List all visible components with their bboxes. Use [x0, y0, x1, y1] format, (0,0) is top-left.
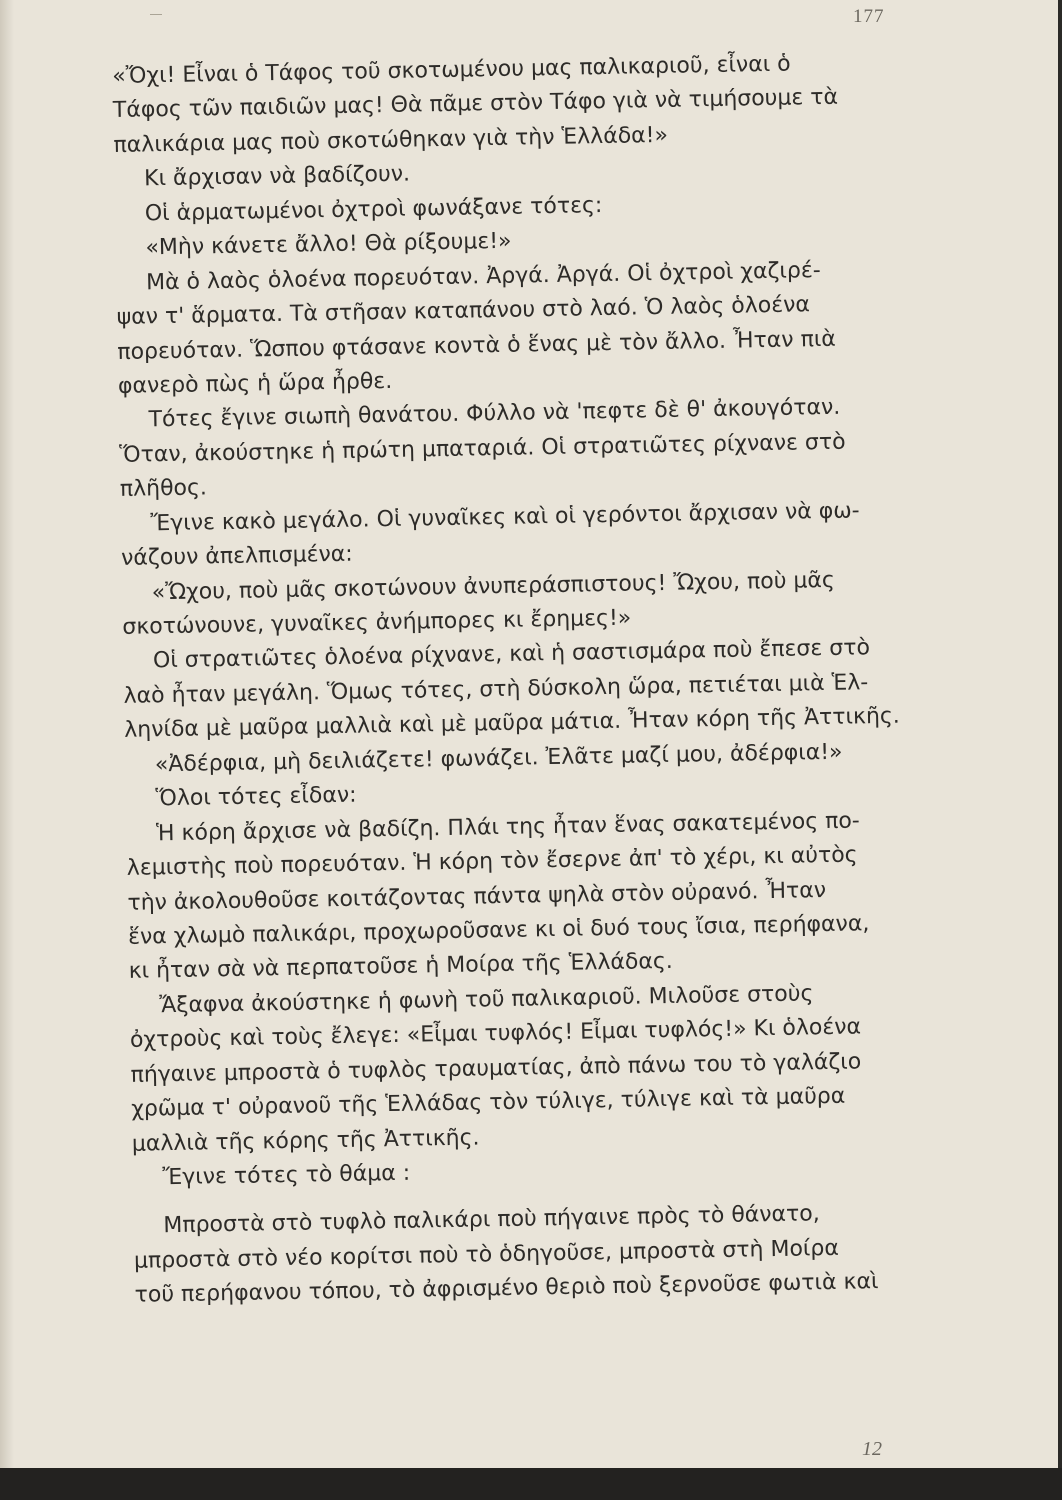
- top-mark: [150, 14, 162, 15]
- page-edge-shadow: [0, 0, 14, 1468]
- text-line: Οἱ ἁρματωμένοι ὀχτροὶ φωνάξανε τότες:: [144, 192, 603, 227]
- text-line: παλικάρια μας ποὺ σκοτώθηκαν γιὰ τὴν Ἑλλάδα!»: [113, 122, 669, 158]
- text-line: νάζουν ἀπελπισμένα:: [120, 541, 353, 572]
- text-line: «Ἀδέρφια, μὴ δειλιάζετε! φωνάζει. Ἐλᾶτε μαζί μου, ἀδέρφια!»: [154, 739, 843, 778]
- text-line: Κι ἄρχισαν νὰ βαδίζουν.: [143, 161, 411, 192]
- text-line: πήγαινε μπροστὰ ὁ τυφλὸς τραυματίας, ἀπὸ πάνω του τὸ γαλάζιο: [130, 1049, 862, 1088]
- signature-mark: 12: [862, 1438, 882, 1460]
- text-line: «Μὴν κάνετε ἄλλο! Θὰ ρίξουμε!»: [145, 228, 512, 261]
- text-line: χρῶμα τ' οὐρανοῦ τῆς Ἑλλάδας τὸν τύλιγε, τύλιγε καὶ τὰ μαῦρα: [131, 1083, 846, 1122]
- text-line: Ὅταν, ἀκούστηκε ἡ πρώτη μπαταριά. Οἱ στρατιῶτες ρίχνανε στὸ: [119, 429, 846, 468]
- text-line: τοῦ περήφανου τόπου, τὸ ἀφρισμένο θεριὸ ποὺ ξερνοῦσε φωτιὰ καὶ: [134, 1269, 879, 1309]
- text-line: Ἔγινε κακὸ μεγάλο. Οἱ γυναῖκες καὶ οἱ γερόντοι ἄρχισαν νὰ φω-: [150, 498, 860, 537]
- text-line: Ἡ κόρη ἄρχισε νὰ βαδίζη. Πλάι της ἦταν ἕνας σακατεμένος πο-: [155, 808, 860, 846]
- text-line: λεμιστὴς ποὺ πορευόταν. Ἡ κόρη τὸν ἔσερνε ἀπ' τὸ χέρι, κι αὐτὸς: [126, 842, 858, 881]
- text-line: Ἄξαφνα ἀκούστηκε ἡ φωνὴ τοῦ παλικαριοῦ. Μιλοῦσε στοὺς: [159, 981, 814, 1019]
- body-text: [112, 45, 940, 1313]
- text-line: Ὅλοι τότες εἶδαν:: [155, 782, 357, 812]
- text-line: Ἔγινε τότες τὸ θάμα :: [162, 1160, 411, 1191]
- text-line: Μὰ ὁ λαὸς ὁλοένα πορευόταν. Ἀργά. Ἀργά. Οἱ ὀχτροὶ χαζιρέ-: [145, 257, 821, 296]
- text-line: πορευόταν. Ὥσπου φτάσανε κοντὰ ὁ ἕνας μὲ τὸν ἄλλο. Ἦταν πιὰ: [117, 326, 836, 365]
- scan-bottom-edge: [0, 1468, 1062, 1500]
- text-line: τὴν ἀκολουθοῦσε κοιτάζοντας πάντα ψηλὰ στὸν οὐρανό. Ἦταν: [127, 877, 827, 916]
- text-line: σκοτώνουνε, γυναῖκες ἀνήμπορες κι ἔρημες!»: [122, 605, 632, 640]
- text-line: Τάφος τῶν παιδιῶν μας! Θὰ πᾶμε στὸν Τάφο γιὰ νὰ τιμήσουμε τὰ: [112, 85, 839, 124]
- text-line: πλῆθος.: [119, 475, 208, 503]
- text-line: Οἱ στρατιῶτες ὁλοένα ρίχνανε, καὶ ἡ σαστισμάρα ποὺ ἔπεσε στὸ: [152, 635, 871, 674]
- text-line: Μπροστὰ στὸ τυφλὸ παλικάρι ποὺ πήγαινε πρὸς τὸ θάνατο,: [163, 1201, 820, 1239]
- text-line: ληνίδα μὲ μαῦρα μαλλιὰ καὶ μὲ μαῦρα μάτια. Ἦταν κόρη τῆς Ἀττικῆς.: [124, 703, 901, 744]
- text-line: κι ἦταν σὰ νὰ περπατοῦσε ἡ Μοίρα τῆς Ἑλλάδας.: [128, 949, 673, 985]
- text-line: λαὸ ἦταν μεγάλη. Ὅμως τότες, στὴ δύσκολη ὥρα, πετιέται μιὰ Ἑλ-: [123, 670, 869, 709]
- text-line: Τότες ἔγινε σιωπὴ θανάτου. Φύλλο νὰ 'πεφτε δὲ θ' ἀκουγόταν.: [148, 395, 841, 433]
- text-line: ὀχτροὺς καὶ τοὺς ἔλεγε: «Εἶμαι τυφλός! Εἶμαι τυφλός!» Κι ὁλοένα: [129, 1014, 862, 1054]
- text-line: «Ὤχου, ποὺ μᾶς σκοτώνουν ἀνυπεράσπιστους! Ὤχου, ποὺ μᾶς: [151, 567, 836, 605]
- text-line: μαλλιὰ τῆς κόρης τῆς Ἀττικῆς.: [131, 1125, 480, 1157]
- text-line: ἕνα χλωμὸ παλικάρι, προχωροῦσανε κι οἱ δυό τους ἴσια, περήφανα,: [127, 911, 870, 950]
- text-line: «Ὄχι! Εἶναι ὁ Τάφος τοῦ σκοτωμένου μας παλικαριοῦ, εἶναι ὁ: [112, 51, 791, 89]
- text-line: φανερὸ πὼς ἡ ὥρα ἦρθε.: [117, 368, 393, 399]
- text-line: μπροστὰ στὸ νέο κορίτσι ποὺ τὸ ὁδηγοῦσε, μπροστὰ στὴ Μοίρα: [133, 1235, 840, 1274]
- text-line: ψαν τ' ἅρματα. Τὰ στῆσαν καταπάνου στὸ λαό. Ὁ λαὸς ὁλοένα: [116, 292, 811, 331]
- page-number: 177: [853, 6, 885, 27]
